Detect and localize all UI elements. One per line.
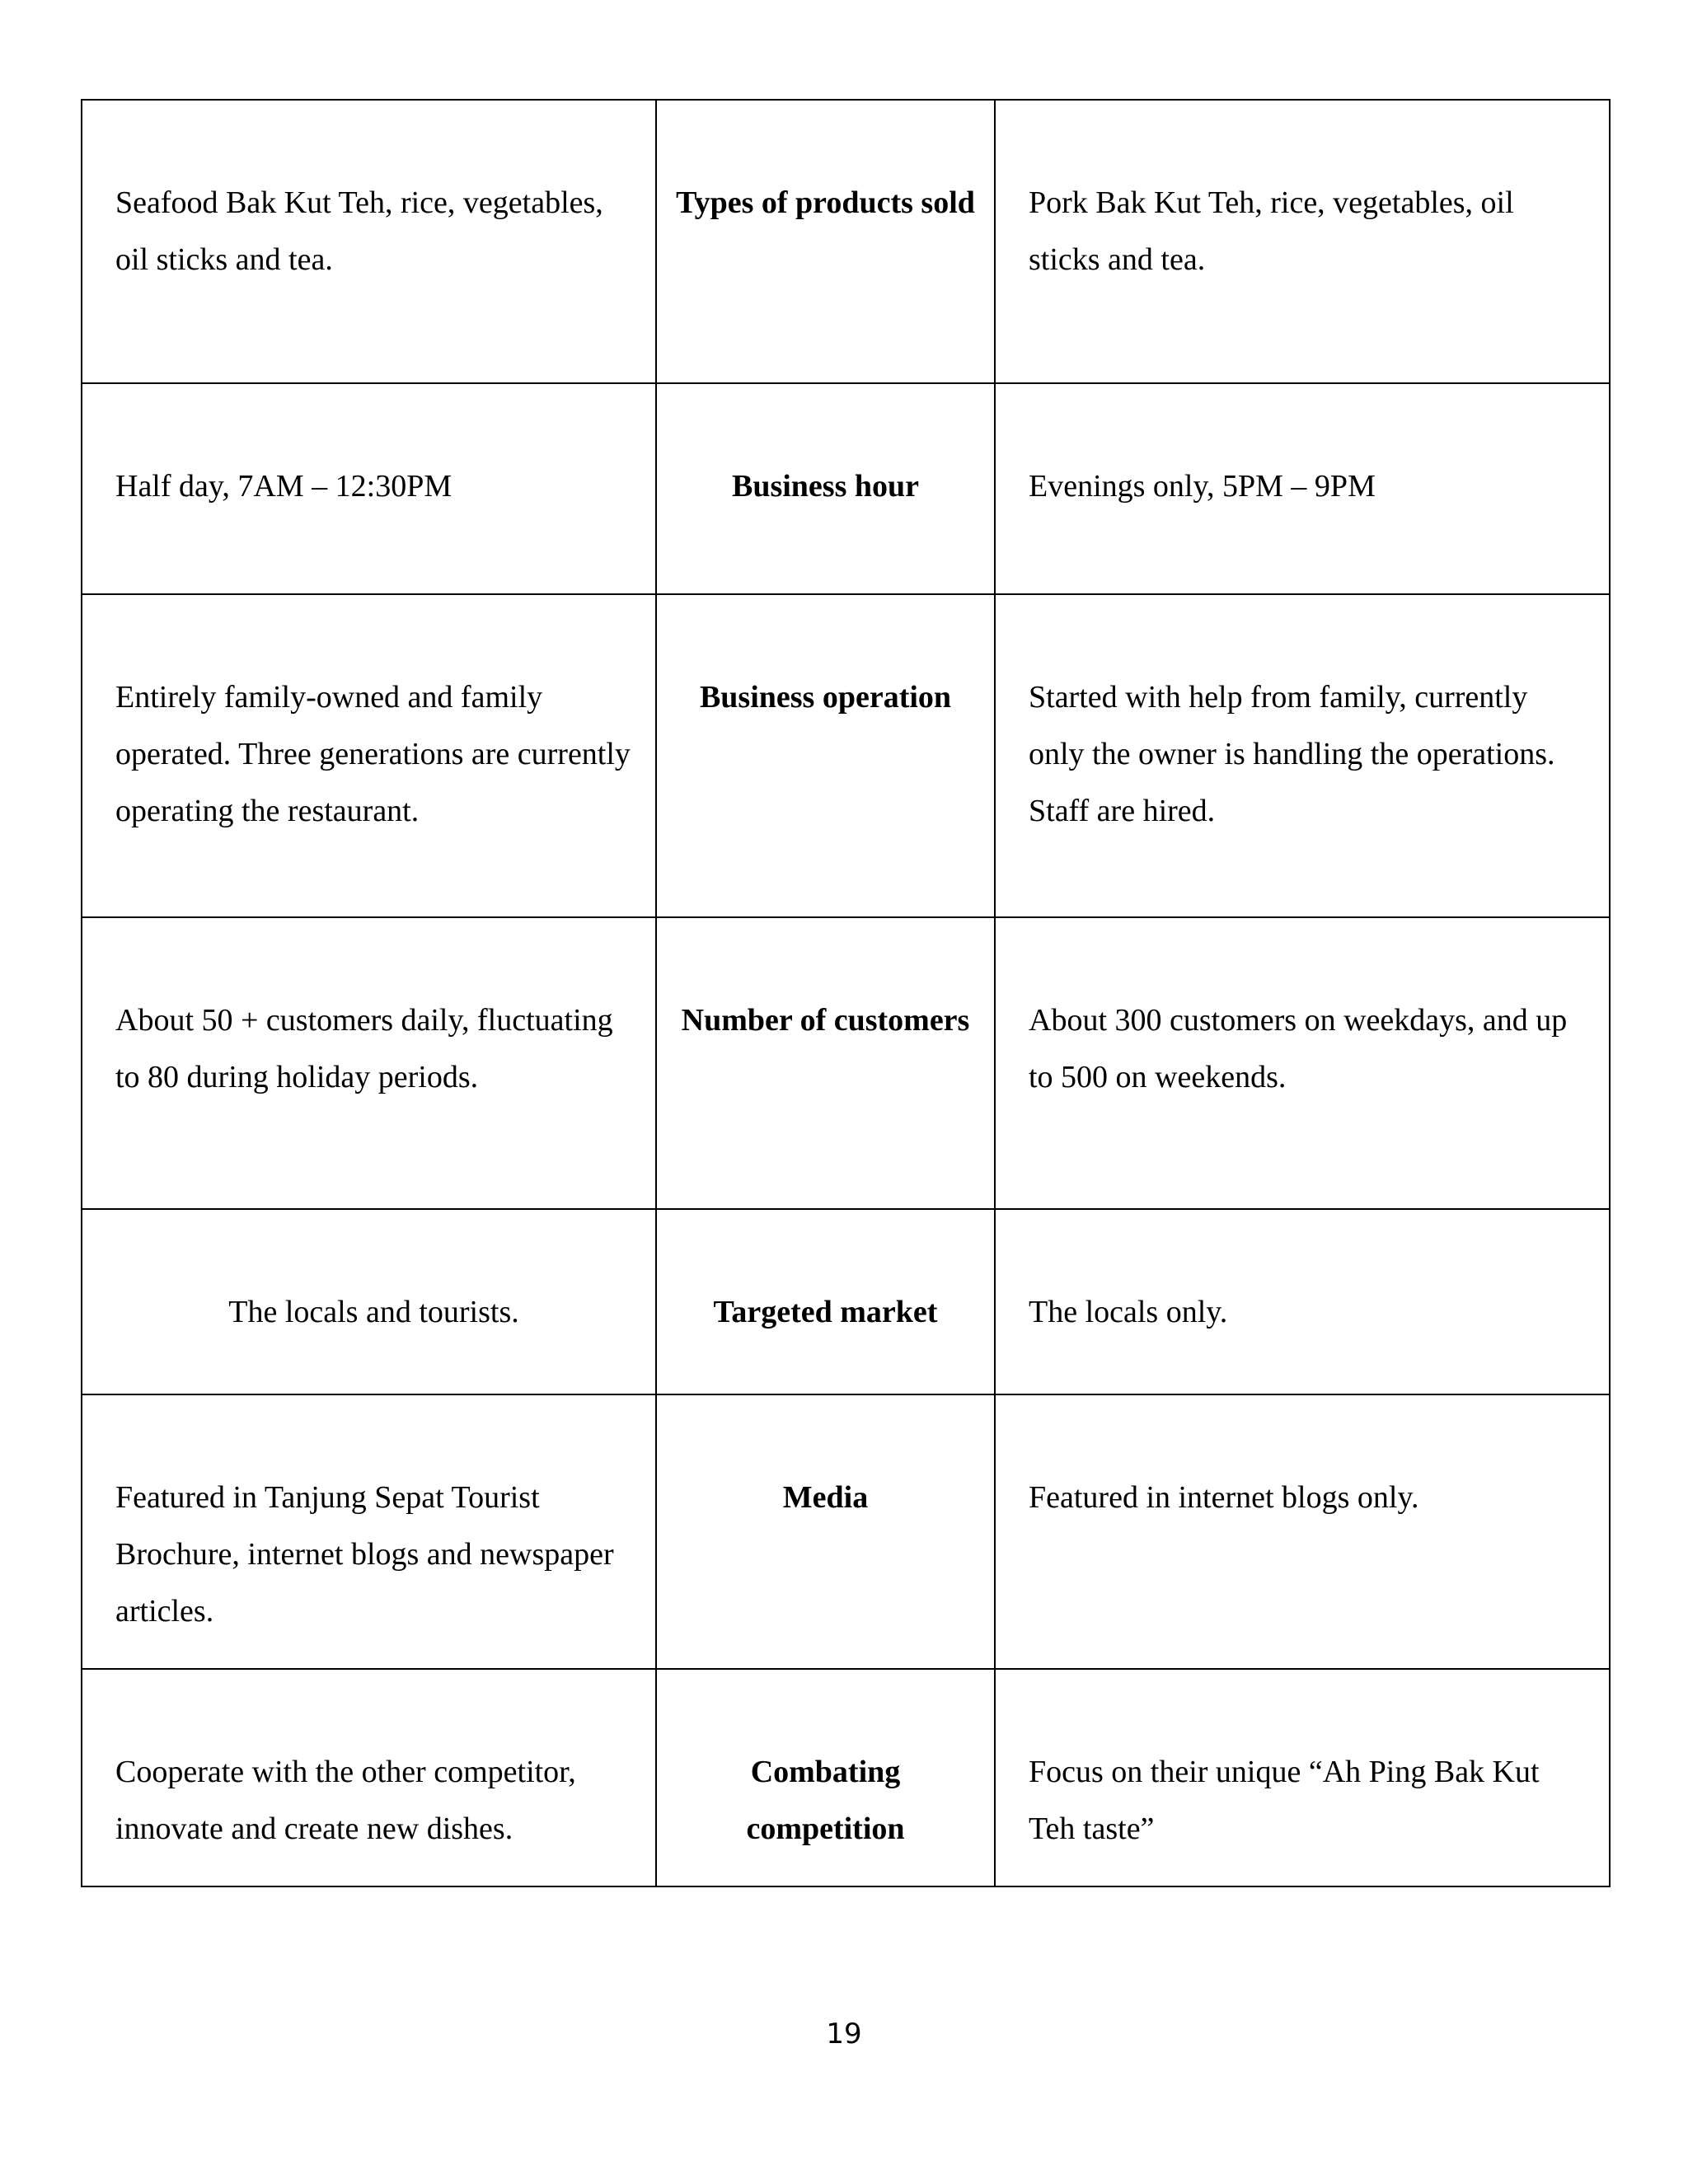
criterion-cell-customers: Number of customers: [656, 917, 995, 1209]
table-row-competition: [82, 1669, 1610, 1886]
left-cell-competition: Cooperate with the other competitor, innovate and create new dishes.: [82, 1669, 656, 1886]
left-cell-products: Seafood Bak Kut Teh, rice, vegetables, oil sticks and tea.: [82, 100, 656, 383]
criterion-cell-products: Types of products sold: [656, 100, 995, 383]
criterion-cell-targeted-market: Targeted market: [656, 1209, 995, 1394]
left-cell-media: Featured in Tanjung Sepat Tourist Brochure, internet blogs and newspaper articles.: [82, 1394, 656, 1669]
left-cell-business-operation: Entirely family-owned and family operated. Three generations are currently operating the restaurant.: [82, 594, 656, 917]
right-cell-business-operation: Started with help from family, currently only the owner is handling the operations. Staff are hired.: [995, 594, 1610, 917]
page-number: 19: [826, 2018, 862, 2050]
table-row-products: [82, 100, 1610, 383]
left-cell-business-hour: Half day, 7AM – 12:30PM: [82, 383, 656, 594]
table-row-media: [82, 1394, 1610, 1669]
right-cell-business-hour: Evenings only, 5PM – 9PM: [995, 383, 1610, 594]
right-cell-products: Pork Bak Kut Teh, rice, vegetables, oil sticks and tea.: [995, 100, 1610, 383]
right-cell-customers: About 300 customers on weekdays, and up to 500 on weekends.: [995, 917, 1610, 1209]
criterion-cell-business-hour: Business hour: [656, 383, 995, 594]
left-cell-customers: About 50 + customers daily, fluctuating to 80 during holiday periods.: [82, 917, 656, 1209]
table-row-targeted-market: [82, 1209, 1610, 1394]
criterion-cell-media: Media: [656, 1394, 995, 1669]
table-row-customers: [82, 917, 1610, 1209]
criterion-cell-business-operation: Business operation: [656, 594, 995, 917]
right-cell-competition: Focus on their unique “Ah Ping Bak Kut Teh taste”: [995, 1669, 1610, 1886]
table-row-business-operation: [82, 594, 1610, 917]
comparison-table: [81, 99, 1611, 1887]
right-cell-targeted-market: The locals only.: [995, 1209, 1610, 1394]
left-cell-targeted-market: The locals and tourists.: [82, 1209, 656, 1394]
table-row-business-hour: [82, 383, 1610, 594]
right-cell-media: Featured in internet blogs only.: [995, 1394, 1610, 1669]
criterion-cell-competition: Combating competition: [656, 1669, 995, 1886]
